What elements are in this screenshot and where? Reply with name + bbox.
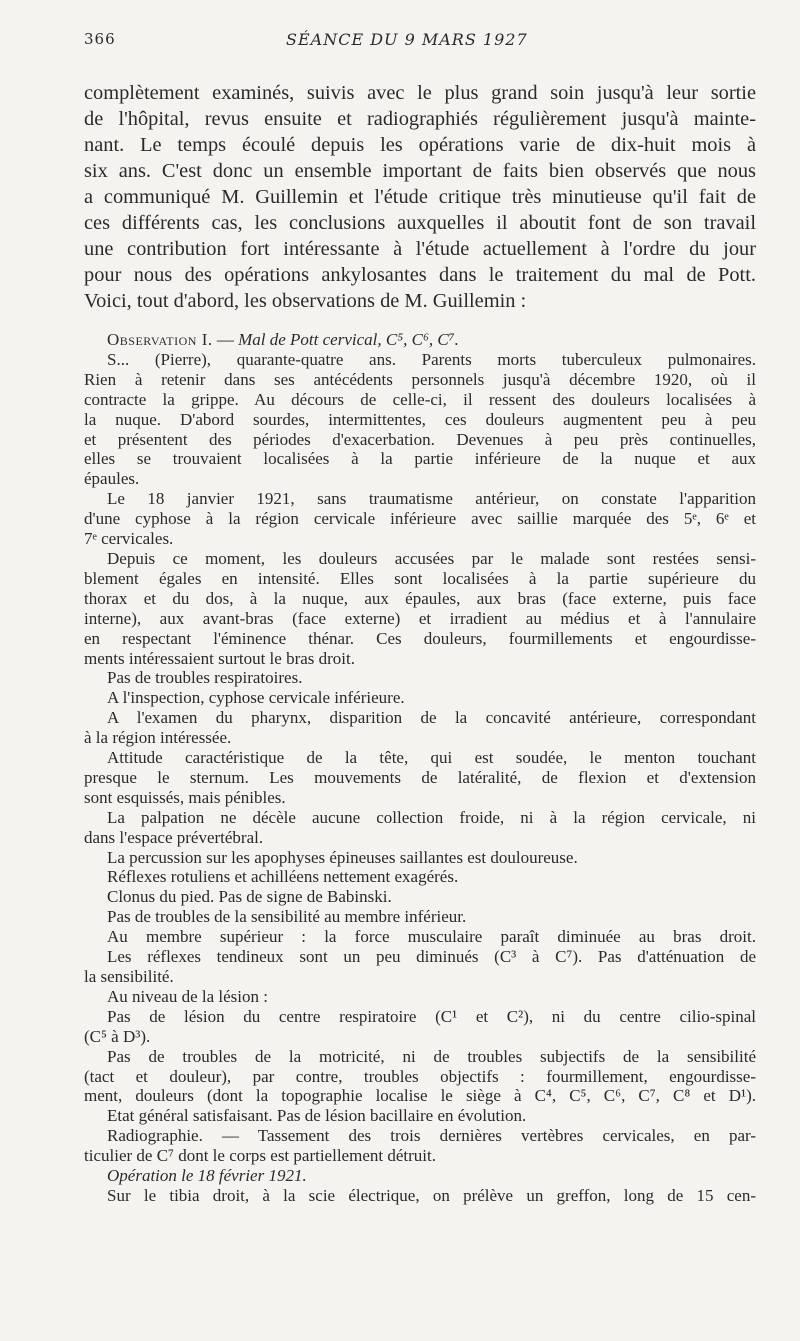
observation-line: presque le sternum. Les mouvements de latéralité, de flexion et d'extension	[84, 767, 756, 787]
intro-line: a communiqué M. Guillemin et l'étude critique très minutieuse qu'il fait de	[84, 186, 756, 208]
observation-line: Le 18 janvier 1921, sans traumatisme antérieur, on constate l'apparition	[107, 489, 756, 509]
observation-line: Pas de troubles respiratoires.	[107, 668, 303, 688]
observation-line: A l'inspection, cyphose cervicale inférieure.	[107, 688, 405, 708]
observation-line: Au niveau de la lésion :	[107, 986, 268, 1006]
observation-line: ments intéressaient surtout le bras droit.	[84, 648, 355, 668]
intro-line: pour nous des opérations ankylosantes dans le traitement du mal de Pott.	[84, 264, 756, 286]
observation-line: Sur le tibia droit, à la scie électrique, on prélève un greffon, long de 15 cen-	[107, 1185, 756, 1205]
observation-line: La palpation ne décèle aucune collection froide, ni à la région cervicale, ni	[107, 807, 756, 827]
observation-line: 7ᵉ cervicales.	[84, 529, 174, 549]
observation-line: sont esquissés, mais pénibles.	[84, 787, 286, 807]
observation-line: épaules.	[84, 469, 140, 489]
intro-line: de l'hôpital, revus ensuite et radiographiés régulièrement jusqu'à mainte-	[84, 108, 756, 130]
intro-line: six ans. C'est donc un ensemble important de faits bien observés que nous	[84, 160, 756, 182]
intro-line: complètement examinés, suivis avec le plus grand soin jusqu'à leur sortie	[84, 82, 756, 104]
observation-line: Pas de troubles de la motricité, ni de troubles subjectifs de la sensibilité	[107, 1046, 756, 1066]
intro-line: nant. Le temps écoulé depuis les opérations varie de dix-huit mois à	[84, 134, 756, 156]
observation-line: Clonus du pied. Pas de signe de Babinski.	[107, 887, 392, 907]
page-number: 366	[84, 30, 116, 48]
observation-line: à la région intéressée.	[84, 728, 232, 748]
observation-title: Mal de Pott cervical, C⁵, C⁶, C⁷.	[238, 330, 459, 349]
observation-line: (C⁵ à D³).	[84, 1026, 151, 1046]
intro-line: ces différents cas, les conclusions auxquelles il aboutit font de son travail	[84, 212, 756, 234]
observation-line: La percussion sur les apophyses épineuses saillantes est douloureuse.	[107, 847, 578, 867]
observation-block	[84, 330, 756, 1206]
heading-dash: —	[212, 330, 239, 349]
observation-body	[84, 350, 756, 1206]
observation-line: Opération le 18 février 1921.	[107, 1166, 307, 1186]
observation-line: Rien à retenir dans ses antécédents personnels jusqu'à décembre 1920, où il	[84, 369, 756, 389]
observation-line: A l'examen du pharynx, disparition de la concavité antérieure, correspondant	[107, 708, 756, 728]
observation-line: blement égales en intensité. Elles sont localisées à la partie supérieure du	[84, 568, 756, 588]
observation-heading	[84, 330, 756, 350]
intro-line: Voici, tout d'abord, les observations de M. Guillemin :	[84, 290, 527, 312]
running-header	[84, 30, 756, 54]
page	[84, 30, 756, 1206]
observation-line: d'une cyphose à la région cervicale inférieure avec saillie marquée des 5ᵉ, 6ᵉ et	[84, 509, 756, 529]
intro-paragraph	[84, 80, 756, 314]
observation-line: ment, douleurs (dont la topographie localise le siège à C⁴, C⁵, C⁶, C⁷, C⁸ et D¹).	[84, 1086, 756, 1106]
observation-line: contracte la grippe. Au décours de celle-ci, il ressent des douleurs localisées à	[84, 389, 756, 409]
observation-line: dans l'espace prévertébral.	[84, 827, 264, 847]
observation-line: thorax et du dos, à la nuque, aux épaules, aux bras (face externe, puis face	[84, 588, 756, 608]
observation-label: Observation I.	[107, 330, 213, 349]
intro-line: une contribution fort intéressante à l'étude actuellement à l'ordre du jour	[84, 238, 756, 260]
observation-line: interne), aux avant-bras (face externe) et irradient au médius et à l'annulaire	[84, 608, 756, 628]
observation-line: S... (Pierre), quarante-quatre ans. Parents morts tuberculeux pulmonaires.	[107, 349, 756, 369]
observation-line: Au membre supérieur : la force musculaire paraît diminuée au bras droit.	[107, 927, 756, 947]
observation-line: la sensibilité.	[84, 967, 174, 986]
observation-line: (tact et douleur), par contre, troubles objectifs : fourmillement, engourdisse-	[84, 1066, 756, 1086]
observation-line: ticulier de C⁷ dont le corps est partiellement détruit.	[84, 1146, 436, 1166]
observation-line: la nuque. D'abord sourdes, intermittentes, ces douleurs augmentent peu à peu	[84, 409, 756, 429]
observation-line: en respectant l'éminence thénar. Ces douleurs, fourmillements et engourdisse-	[84, 628, 756, 648]
observation-line: Pas de lésion du centre respiratoire (C¹ et C²), ni du centre cilio-spinal	[107, 1006, 756, 1026]
observation-line: Depuis ce moment, les douleurs accusées par le malade sont restées sensi-	[107, 548, 756, 568]
running-title: SÉANCE DU 9 MARS 1927	[286, 30, 528, 49]
observation-line: Réflexes rotuliens et achilléens nettement exagérés.	[107, 867, 459, 887]
observation-line: Radiographie. — Tassement des trois dernières vertèbres cervicales, en par-	[107, 1126, 756, 1146]
observation-line: Pas de troubles de la sensibilité au membre inférieur.	[107, 907, 467, 927]
observation-line: Attitude caractéristique de la tête, qui est soudée, le menton touchant	[107, 748, 756, 768]
observation-line: Etat général satisfaisant. Pas de lésion bacillaire en évolution.	[107, 1106, 527, 1126]
observation-line: elles se trouvaient localisées à la partie inférieure de la nuque et aux	[84, 449, 756, 469]
observation-line: Les réflexes tendineux sont un peu diminués (C³ à C⁷). Pas d'atténuation de	[107, 947, 756, 967]
observation-line: et présentent des périodes d'exacerbation. Devenues à peu près continuelles,	[84, 429, 756, 449]
